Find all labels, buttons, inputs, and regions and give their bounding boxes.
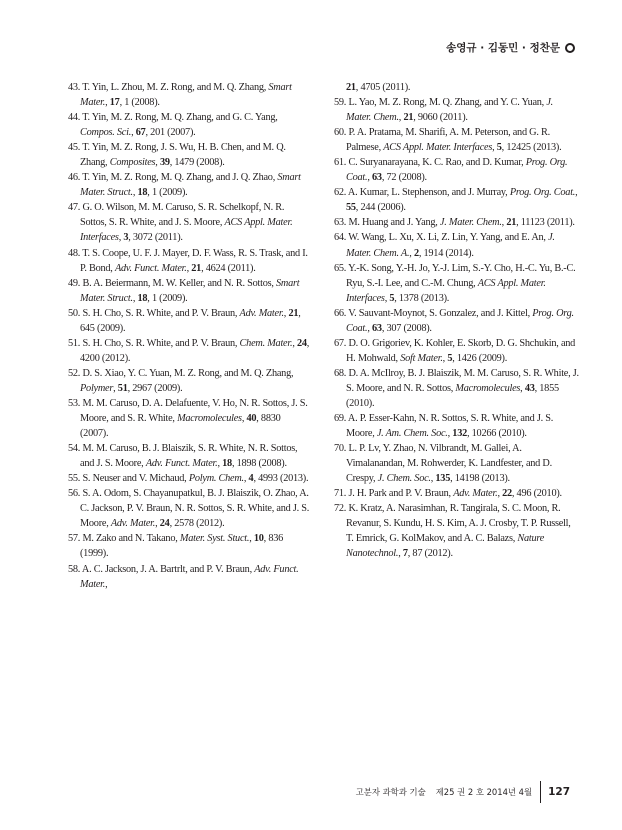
volume-number: 7 — [402, 548, 408, 560]
reference-text: , — [575, 187, 578, 199]
reference-text: , — [132, 292, 138, 304]
reference-item — [68, 246, 310, 276]
volume-number: 2 — [413, 247, 419, 259]
journal-name: J. Mater. Chem. — [439, 217, 502, 229]
volume-number: 51 — [117, 382, 128, 394]
journal-name: Composites — [109, 157, 156, 169]
reference-item — [68, 336, 310, 366]
journal-name: Chem. Mater. — [239, 337, 293, 349]
reference-item — [68, 140, 310, 170]
reference-item — [68, 396, 310, 441]
journal-name: Adv. Funct. Mater. — [114, 262, 187, 274]
reference-text: 47. G. O. Wilson, M. M. Caruso, S. R. Schelkopf, N. R. Sottos, S. R. White, and J. S. Moore, — [68, 202, 285, 229]
journal-name: Adv. Funct. Mater. — [145, 458, 218, 470]
volume-number: 22 — [502, 488, 512, 500]
reference-text: 62. A. Kumar, L. Stephenson, and J. Murray, — [334, 187, 510, 199]
reference-text: 46. T. Yin, M. Z. Rong, M. Q. Zhang, and J. Q. Zhao, — [68, 172, 278, 184]
reference-text: , — [520, 382, 525, 394]
reference-text: , 1479 (2008). — [169, 157, 225, 169]
volume-number: 5 — [496, 142, 502, 154]
reference-item — [334, 441, 580, 486]
reference-text: , — [131, 127, 136, 139]
reference-text: 51. S. H. Cho, S. R. White, and P. V. Braun, — [68, 337, 240, 349]
journal-name: J. Mater. Chem. A. — [346, 232, 555, 259]
reference-text: , — [217, 458, 223, 470]
reference-text: , — [430, 473, 436, 485]
reference-text: 49. B. A. Beiermann, M. W. Keller, and N. R. Sottos, — [68, 277, 276, 289]
volume-number: 67 — [135, 127, 146, 139]
reference-text: , 836 (1999). — [80, 533, 284, 560]
reference-item — [334, 185, 580, 215]
volume-number: 21 — [288, 307, 299, 319]
reference-text: , 11123 (2011). — [516, 217, 575, 229]
footer-journal: 고분자 과학과 기술 — [355, 787, 426, 797]
reference-continuation — [334, 80, 580, 95]
reference-item — [334, 230, 580, 260]
reference-text: 43. T. Yin, L. Zhou, M. Z. Rong, and M. Q. Zhang, — [68, 82, 269, 93]
references-right-column — [334, 80, 580, 562]
reference-item — [68, 170, 310, 200]
volume-number: 18 — [137, 292, 148, 304]
reference-text: , 72 (2008). — [381, 172, 427, 184]
journal-name: Prog. Org. Coat. — [346, 157, 568, 184]
reference-text: 44. T. Yin, M. Z. Rong, M. Q. Zhang, and G. C. Yang, — [68, 112, 278, 124]
reference-text: 56. S. A. Odom, S. Chayanupatkul, B. J. Blaiszik, O. Zhao, A. C. Jackson, P. V. Braun, N. R. Sottos, S. R. White, and J. S. Moore, — [68, 488, 310, 530]
volume-number: 40 — [246, 413, 257, 425]
journal-name: Adv. Funct. Mater. — [80, 563, 299, 590]
reference-text: , — [105, 578, 108, 590]
journal-name: J. Chem. Soc. — [377, 473, 431, 485]
reference-text: 45. T. Yin, M. Z. Rong, J. S. Wu, H. B. Chen, and M. Q. Zhang, — [68, 142, 286, 169]
reference-item — [68, 486, 310, 531]
reference-text: , 87 (2012). — [407, 548, 453, 560]
journal-name: Adv. Mater. — [239, 307, 284, 319]
reference-text: 59. L. Yao, M. Z. Rong, M. Q. Zhang, and Y. C. Yuan, — [334, 97, 547, 109]
journal-name: J. Mater. Chem. — [346, 97, 553, 124]
reference-item — [334, 261, 580, 306]
reference-item — [68, 276, 310, 306]
journal-name: Compos. Sci. — [80, 127, 132, 139]
reference-text: , 307 (2008). — [381, 322, 432, 334]
reference-text: , 2578 (2012). — [169, 518, 225, 530]
reference-text: , — [118, 232, 124, 244]
journal-name: J. Am. Chem. Soc. — [376, 428, 448, 440]
reference-text: , — [501, 217, 507, 229]
reference-text: 55. S. Neuser and V. Michaud, — [68, 473, 189, 485]
volume-number: 18 — [137, 187, 148, 199]
journal-name: Macromolecules — [455, 382, 521, 394]
reference-text: , 14198 (2013). — [450, 473, 510, 485]
journal-name: Prog. Org. Coat. — [346, 307, 574, 334]
reference-item — [68, 110, 310, 140]
reference-item — [334, 366, 580, 411]
reference-text: , 2967 (2009). — [127, 382, 183, 394]
reference-text: , — [367, 172, 373, 184]
reference-text: 58. A. C. Jackson, J. A. Bartrlt, and P. V. Braun, — [68, 563, 255, 575]
reference-text: , — [384, 292, 390, 304]
journal-name: ACS Appl. Mater. Interfaces — [383, 142, 493, 154]
reference-text: , — [155, 157, 160, 169]
journal-name: Polymer — [80, 382, 114, 394]
reference-text: , 8830 (2007). — [80, 413, 281, 440]
reference-text: , — [447, 428, 453, 440]
reference-item — [68, 200, 310, 245]
reference-item — [334, 155, 580, 185]
reference-text: 48. T. S. Coope, U. F. J. Mayer, D. F. Wass, R. S. Trask, and I. P. Bond, — [68, 247, 308, 274]
volume-number: 5 — [389, 292, 395, 304]
running-footer — [356, 781, 570, 803]
reference-item — [334, 215, 580, 230]
reference-text: , — [283, 307, 289, 319]
reference-text: , 645 (2009). — [80, 307, 301, 334]
reference-item — [334, 411, 580, 441]
reference-text: 71. J. H. Park and P. V. Braun, — [334, 488, 454, 500]
reference-item — [334, 486, 580, 501]
reference-text: , — [398, 112, 404, 124]
reference-text: 57. M. Zako and N. Takano, — [68, 533, 180, 545]
journal-name: Smart Mater. Struct. — [80, 277, 300, 304]
volume-number: 63 — [372, 172, 382, 184]
reference-text: , — [132, 187, 138, 199]
reference-text: 63. M. Huang and J. Yang, — [334, 217, 440, 229]
reference-text: , — [105, 97, 110, 109]
journal-name: ACS Appl. Mater. Interfaces — [346, 277, 546, 304]
journal-name: Adv. Mater. — [453, 488, 498, 500]
reference-item — [68, 471, 310, 486]
reference-text: , — [292, 337, 297, 349]
reference-text: , 10266 (2010). — [467, 428, 527, 440]
reference-text: , — [442, 352, 448, 364]
reference-text: , — [492, 142, 497, 154]
reference-text: , — [241, 413, 247, 425]
reference-text: , 9060 (2011). — [413, 112, 468, 124]
reference-text: , 201 (2007). — [145, 127, 196, 139]
reference-item — [68, 366, 310, 396]
reference-text: , 4993 (2013). — [253, 473, 309, 485]
volume-number: 21 — [506, 217, 517, 229]
volume-number: 21 — [403, 112, 414, 124]
reference-text: , — [186, 262, 192, 274]
reference-text: , 1914 (2014). — [418, 247, 474, 259]
reference-text: , 3072 (2011). — [128, 232, 183, 244]
reference-item — [334, 125, 580, 155]
reference-text: , 1426 (2009). — [452, 352, 508, 364]
volume-number: 24 — [296, 337, 307, 349]
reference-text: , — [497, 488, 503, 500]
reference-text: 67. D. O. Grigoriev, K. Kohler, E. Skorb, D. G. Shchukin, and H. Mohwald, — [334, 337, 576, 364]
volume-number: 55 — [346, 202, 356, 214]
reference-text: 66. V. Sauvant-Moynot, S. Gonzalez, and J. Kittel, — [334, 307, 533, 319]
journal-name: Smart Mater. Struct. — [80, 172, 301, 199]
volume-number: 39 — [159, 157, 170, 169]
reference-text: , — [113, 382, 118, 394]
reference-item — [334, 336, 580, 366]
reference-text: 60. P. A. Pratama, M. Sharifi, A. M. Peterson, and G. R. Palmese, — [334, 127, 550, 154]
reference-text: , — [367, 322, 373, 334]
reference-text: 54. M. M. Caruso, B. J. Blaiszik, S. R. White, N. R. Sottos, and J. S. Moore, — [68, 443, 298, 470]
reference-item — [68, 441, 310, 471]
reference-text: , — [249, 533, 254, 545]
reference-text: 64. W. Wang, L. Xu, X. Li, Z. Lin, Y. Yang, and E. An, — [334, 232, 549, 244]
volume-number: 63 — [372, 322, 382, 334]
journal-name: Nature Nanotechnol. — [346, 533, 545, 560]
reference-text: , 244 (2006). — [355, 202, 406, 214]
reference-text: 69. A. P. Esser-Kahn, N. R. Sottos, S. R. White, and J. S. Moore, — [334, 413, 554, 440]
journal-name: Mater. Syst. Stuct. — [179, 533, 250, 545]
reference-text: , — [398, 548, 403, 560]
journal-name: Polym. Chem. — [188, 473, 244, 485]
circle-icon — [565, 43, 575, 53]
volume-number: 135 — [435, 473, 451, 485]
reference-text: , 12425 (2013). — [501, 142, 562, 154]
journal-name: Soft Mater. — [400, 352, 443, 364]
page-number: 127 — [548, 786, 570, 798]
journal-name: Smart Mater. — [80, 82, 292, 109]
volume-number: 4 — [248, 473, 254, 485]
reference-item — [68, 562, 310, 592]
reference-text: , 4705 (2011). — [355, 82, 411, 93]
reference-text: , 1855 (2010). — [346, 382, 559, 409]
reference-text: , 4200 (2012). — [80, 337, 310, 364]
reference-text: 72. K. Kratz, A. Narasimhan, R. Tangirala, S. C. Moon, R. Revanur, S. Kundu, H. S. Kim, A. J. Crosby, T. P. Russell, T. Emrick, G. KolMakov, and A. C. Balazs, — [334, 503, 571, 545]
volume-number: 5 — [447, 352, 453, 364]
reference-text: 70. L. P. Lv, Y. Zhao, N. Vilbrandt, M. Gallei, A. Vimalanandan, M. Rohwerder, K. Landfester, and D. Crespy, — [334, 443, 552, 485]
volume-number: 43 — [524, 382, 535, 394]
reference-item — [334, 501, 580, 561]
footer-issue: 제25 권 2 호 2014년 4월 — [435, 787, 533, 797]
volume-number: 3 — [123, 232, 129, 244]
reference-text: , 1898 (2008). — [231, 458, 287, 470]
volume-number: 24 — [159, 518, 170, 530]
reference-text: , 1 (2009). — [147, 187, 188, 199]
reference-text: , 496 (2010). — [511, 488, 562, 500]
volume-number: 17 — [109, 97, 120, 109]
reference-text: , 1 (2009). — [147, 292, 188, 304]
reference-item — [334, 95, 580, 125]
volume-number: 10 — [253, 533, 264, 545]
volume-number: 21 — [346, 82, 356, 93]
journal-name: Macromolecules — [177, 413, 242, 425]
journal-name: ACS Appl. Mater. Interfaces — [80, 217, 293, 244]
reference-item — [68, 531, 310, 561]
reference-text: 68. D. A. McIlroy, B. J. Blaiszik, M. M. Caruso, S. R. White, J. S. Moore, and N. R. Sottos, — [334, 367, 579, 394]
reference-text: , — [409, 247, 414, 259]
reference-text: 50. S. H. Cho, S. R. White, and P. V. Braun, — [68, 307, 240, 319]
references-left-column — [68, 80, 310, 592]
reference-text: , 4624 (2011). — [201, 262, 256, 274]
reference-text: , 1 (2008). — [119, 97, 160, 109]
reference-text: , — [243, 473, 249, 485]
reference-text: , — [155, 518, 160, 530]
reference-text: 53. M. M. Caruso, D. A. Delafuente, V. Ho, N. R. Sottos, J. S. Moore, and S. R. White, — [68, 397, 308, 425]
header-authors: 송영규 · 김동민 · 정찬문 — [446, 42, 560, 54]
reference-text: , 1378 (2013). — [394, 292, 450, 304]
reference-item — [334, 306, 580, 336]
journal-name: Prog. Org. Coat. — [509, 187, 576, 199]
reference-text: 61. C. Suryanarayana, K. C. Rao, and D. Kumar, — [334, 157, 526, 169]
journal-name: Adv. Mater. — [110, 518, 156, 530]
reference-item — [68, 306, 310, 336]
reference-text: 52. D. S. Xiao, Y. C. Yuan, M. Z. Rong, and M. Q. Zhang, — [68, 367, 294, 379]
volume-number: 21 — [191, 262, 202, 274]
reference-text: 65. Y.-K. Song, Y.-H. Jo, Y.-J. Lim, S.-Y. Cho, H.-C. Yu, B.-C. Ryu, S.-I. Lee, and C.-M. Chung, — [334, 262, 576, 289]
reference-item — [68, 80, 310, 110]
footer-divider — [540, 781, 541, 803]
running-header — [446, 40, 575, 55]
volume-number: 18 — [222, 458, 232, 470]
volume-number: 132 — [452, 428, 467, 440]
